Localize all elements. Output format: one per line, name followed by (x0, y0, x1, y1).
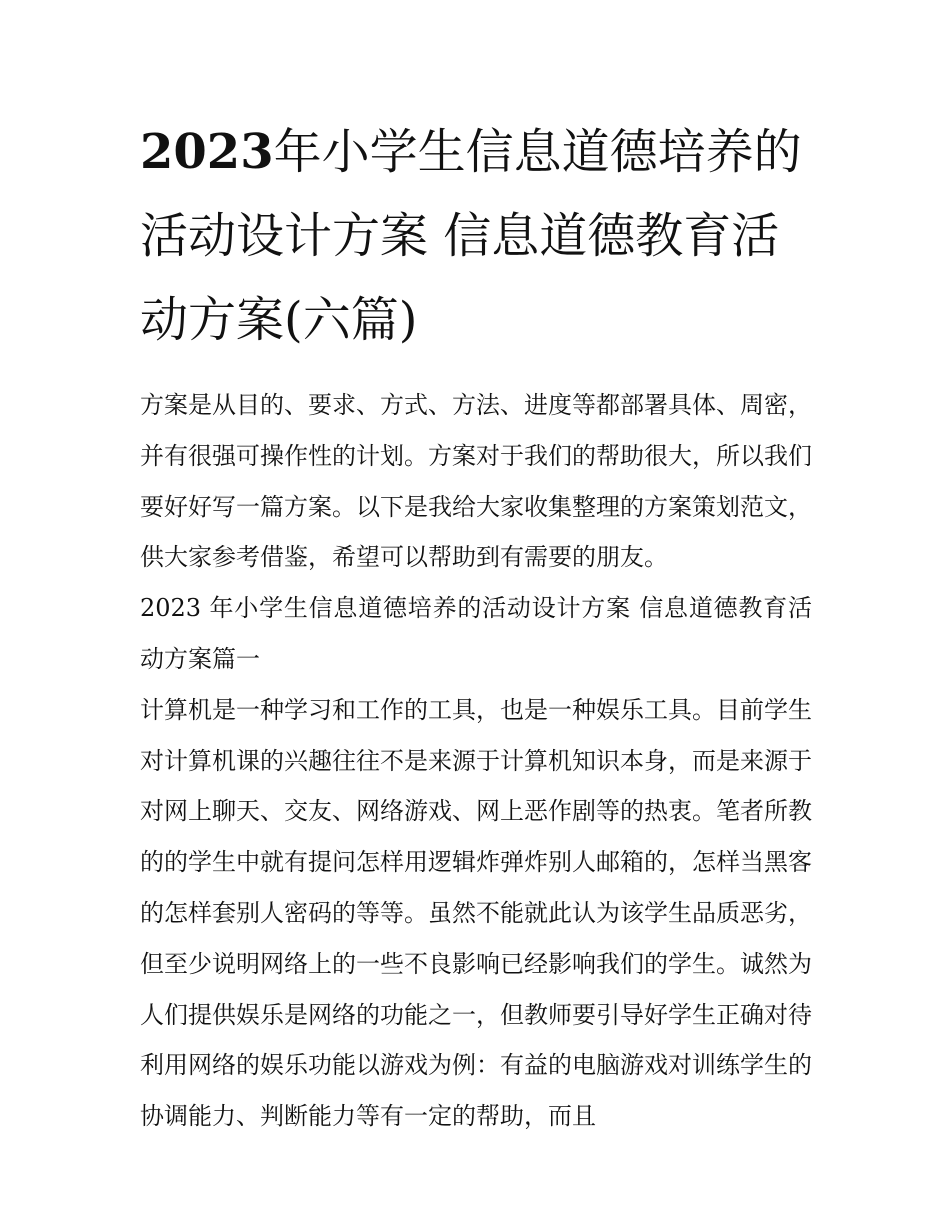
document-page (140, 110, 812, 1142)
section-heading: 2023 年小学生信息道德培养的活动设计方案 信息道德教育活动方案篇一 (140, 594, 812, 673)
body-paragraph: 计算机是一种学习和工作的工具，也是一种娱乐工具。目前学生对计算机课的兴趣往往不是来源于计算机知识本身，而是来源于对网上聊天、交友、网络游戏、网上恶作剧等的热衷。笔者所教的的学生中就有提问怎样用逻辑炸弹炸别人邮箱的，怎样当黑客的怎样套别人密码的等等。虽然不能就此认为该学生品质恶劣，但至少说明网络上的一些不良影响已经影响我们的学生。诚然为人们提供娱乐是网络的功能之一，但教师要引导好学生正确对待利用网络的娱乐功能以游戏为例：有益的电脑游戏对训练学生的协调能力、判断能力等有一定的帮助，而且 (140, 695, 812, 1131)
title-year: 2023 (140, 124, 274, 180)
title-text: 年小学生信息道德培养的活动设计方案 信息道德教育活动方案(六篇) (140, 124, 802, 348)
intro-paragraph: 方案是从目的、要求、方式、方法、进度等都部署具体、周密，并有很强可操作性的计划。方案对于我们的帮助很大，所以我们要好好写一篇方案。以下是我给大家收集整理的方案策划范文，供大家参考借鉴，希望可以帮助到有需要的朋友。 (140, 391, 812, 572)
document-title (140, 110, 812, 362)
